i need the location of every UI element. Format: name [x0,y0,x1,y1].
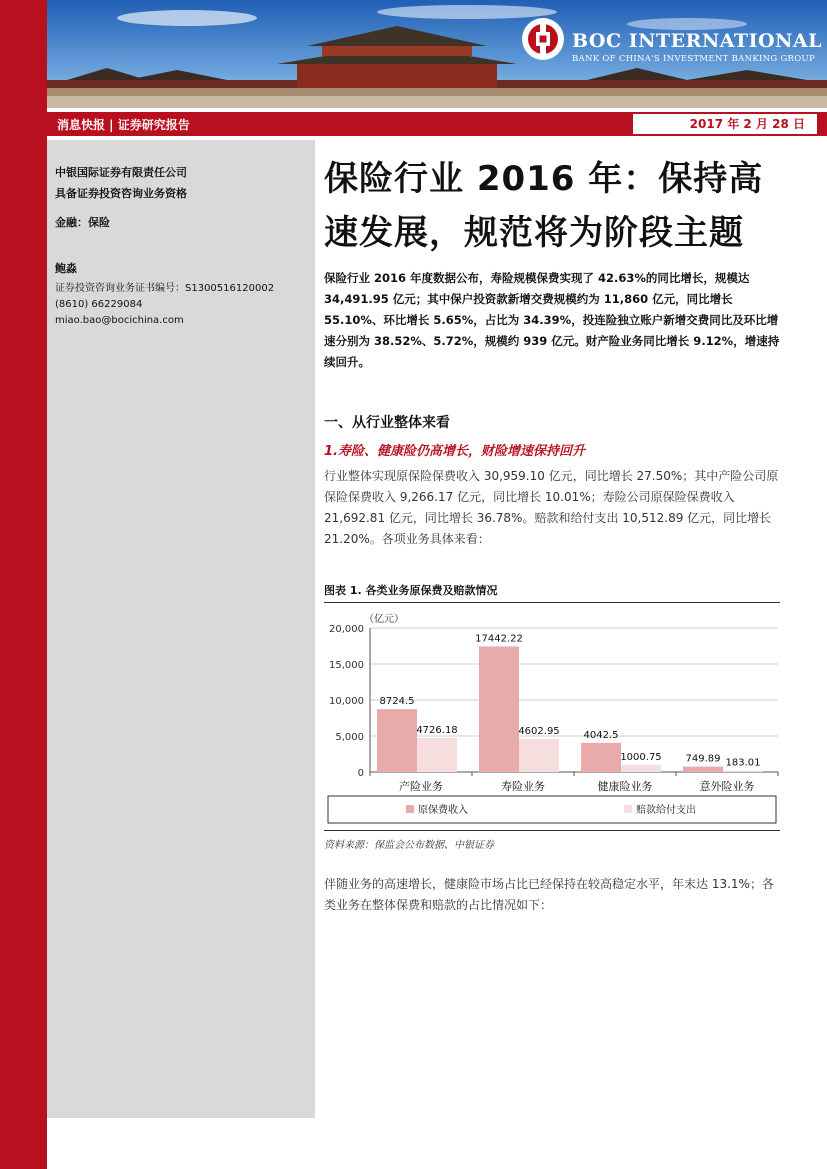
y-tick-label: 15,000 [329,660,364,671]
bar-premium [683,767,723,772]
y-tick-label: 20,000 [329,624,364,635]
chart-caption: 图表 1. 各类业务原保费及赔款情况 [324,584,498,597]
data-label: 4726.18 [416,724,458,736]
brand-tagline: BANK OF CHINA'S INVESTMENT BANKING GROUP [572,54,816,64]
bar-premium [377,709,417,772]
chart-rule-top [324,602,780,603]
y-axis-label: （亿元） [364,614,404,625]
left-red-bar [0,0,47,1169]
x-tick-label: 健康险业务 [597,780,653,793]
data-label: 8724.5 [379,696,415,708]
report-date: 2017 年 2 月 28 日 [689,117,805,131]
data-label: 4042.5 [583,729,619,741]
sidebar [47,140,315,1118]
title-line-2: 速发展，规范将为阶段主题 [324,213,744,253]
paragraph-2: 伴随业务的高速增长，健康险市场占比已经保持在较高稳定水平，年末达 13.1%；各类业务在整体保费和赔款的占比情况如下： [324,877,774,912]
subsection-heading: 1.寿险、健康险仍高增长，财险增速保持回升 [324,444,585,459]
title-line-1: 保险行业 2016 年：保持高 [324,159,764,199]
bar-premium [581,743,621,772]
x-tick-label: 意外险业务 [699,780,755,793]
bar-claims [723,771,763,772]
y-tick-label: 5,000 [335,732,364,743]
x-tick-label: 寿险业务 [501,780,545,793]
data-label: 749.89 [685,753,721,765]
bar-claims [519,739,559,772]
legend-swatch-claims [624,805,632,813]
report-type-bar [47,112,827,136]
boc-logo-icon [520,16,566,66]
legend-label-premium: 原保费收入 [418,805,468,816]
data-label: 4602.95 [518,725,560,737]
report-category: 消息快报 | 证券研究报告 [57,118,190,132]
analyst-cert: 证券投资咨询业务证书编号：S1300516120002 [55,283,275,294]
data-label: 17442.22 [475,633,523,645]
bar-premium [479,646,519,772]
sector: 金融：保险 [55,216,110,229]
paragraph-1: 行业整体实现原保险保费收入 30,959.10 亿元，同比增长 27.50%；其中产险公司原保险保费收入 9,266.17 亿元，同比增长 10.01%；寿险公司原保险保费收入 21,692.81 亿元，同比增长 36.78%。赔款和给付支出 10,512.89 亿元，同比增长 21.20%。各项业务具体来看： [324,469,779,546]
data-label: 1000.75 [620,751,662,763]
legend-swatch-premium [406,805,414,813]
analyst-phone: (8610) 66229084 [55,299,143,310]
page-title [324,152,780,260]
analyst-email[interactable]: miao.bao@bocichina.com [55,315,184,326]
bar-chart [324,606,780,828]
chart-rule-bottom [324,830,780,831]
analyst-name: 鲍淼 [55,262,77,275]
report-date-box [633,114,817,134]
qualification: 具备证券投资咨询业务资格 [55,187,187,200]
summary: 保险行业 2016 年度数据公布，寿险规模保费实现了 42.63%的同比增长，规模达 34,491.95 亿元；其中保户投资款新增交费规模约为 11,860 亿元，同比增长 55.10%、环比增长 5.65%，占比为 34.39%，投连险独立账户新增交费同比及环比增速分别为 38.52%、5.72%，规模约 939 亿元。财产险业务同比增长 9.12%，增速持续回升。 [324,271,780,369]
bar-claims [621,765,661,772]
brand-name: BOC INTERNATIONAL [572,30,822,52]
y-tick-label: 10,000 [329,696,364,707]
company-name: 中银国际证券有限责任公司 [55,166,187,179]
data-label: 183.01 [725,757,761,769]
section-heading: 一、从行业整体来看 [324,415,450,431]
source-note: 资料来源：保监会公布数据、中银证券 [324,840,494,851]
y-tick-label: 0 [357,768,364,779]
legend-label-claims: 赔款给付支出 [636,805,696,816]
chart [324,606,780,832]
legend-box [328,796,776,823]
x-tick-label: 产险业务 [399,780,443,793]
bar-claims [417,738,457,772]
